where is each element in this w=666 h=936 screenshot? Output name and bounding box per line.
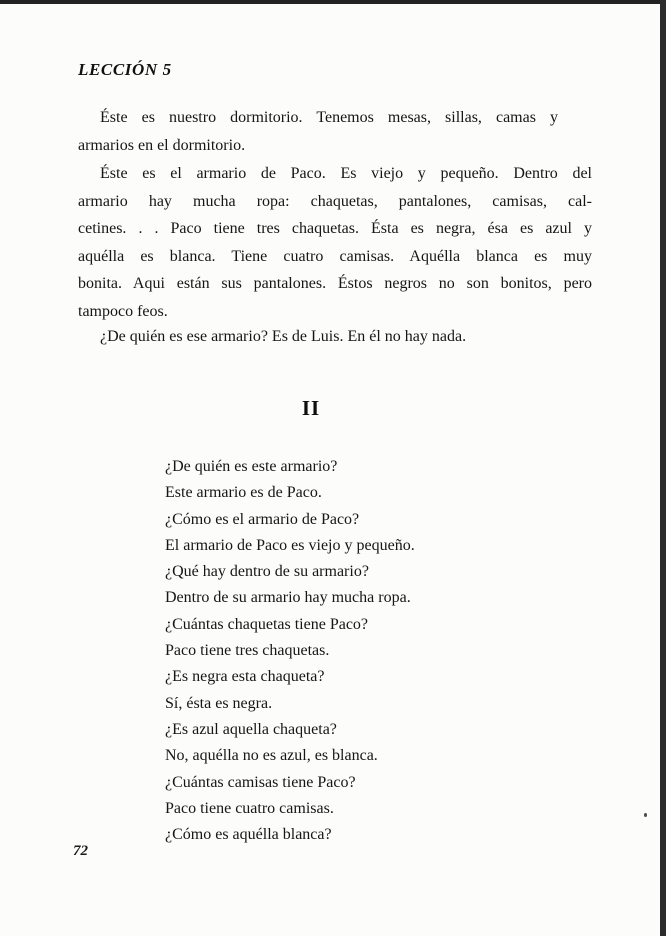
paragraph-line: bonita. Aqui están sus pantalones. Éstos negros no son bonitos, pero	[78, 275, 592, 292]
paragraph-line: armarios en el dormitorio.	[78, 136, 246, 154]
dialogue-line: No, aquélla no es azul, es blanca.	[165, 747, 378, 765]
scan-edge-right	[660, 0, 666, 936]
section-heading: II	[301, 396, 321, 420]
paragraph-line: Éste es nuestro dormitorio. Tenemos mesas, sillas, camas y	[100, 109, 558, 126]
scan-edge-top	[0, 0, 666, 4]
paragraph-line: tampoco feos.	[78, 302, 168, 320]
dialogue-line: ¿Cómo es aquélla blanca?	[165, 826, 332, 844]
dialogue-line: ¿De quién es este armario?	[165, 458, 338, 475]
lesson-title: LECCIÓN 5	[78, 60, 172, 79]
dialogue-line: ¿Qué hay dentro de su armario?	[165, 563, 369, 581]
dialogue-line: Este armario es de Paco.	[165, 484, 322, 502]
dialogue-line: ¿Es negra esta chaqueta?	[165, 668, 325, 686]
dialogue-line: Paco tiene cuatro camisas.	[165, 799, 334, 817]
ink-speck	[644, 813, 647, 817]
dialogue-line: Sí, ésta es negra.	[165, 694, 273, 712]
paragraph-line: armario hay mucha ropa: chaquetas, pantalones, camisas, cal-	[78, 192, 592, 210]
dialogue-line: Dentro de su armario hay mucha ropa.	[165, 589, 411, 607]
paragraph-question	[78, 323, 592, 351]
paragraph-line: aquélla es blanca. Tiene cuatro camisas. Aquélla blanca es muy	[78, 247, 592, 265]
dialogue-block	[165, 454, 595, 848]
dialogue-line: ¿Cuántas chaquetas tiene Paco?	[165, 615, 369, 633]
page-number: 72	[73, 843, 88, 859]
paragraph-line: ¿De quién es ese armario? Es de Luis. En él no hay nada.	[100, 328, 467, 345]
dialogue-line: ¿Es azul aquella chaqueta?	[165, 720, 337, 738]
paragraph-intro	[78, 104, 558, 159]
paragraph-armario	[78, 160, 592, 325]
dialogue-line: ¿Cómo es el armario de Paco?	[165, 510, 360, 528]
dialogue-line: Paco tiene tres chaquetas.	[165, 642, 330, 660]
paragraph-line: cetines. . . Paco tiene tres chaquetas. Ésta es negra, ésa es azul y	[78, 220, 592, 237]
paragraph-line: Éste es el armario de Paco. Es viejo y pequeño. Dentro del	[100, 165, 592, 182]
dialogue-line: ¿Cuántas camisas tiene Paco?	[165, 773, 356, 791]
dialogue-line: El armario de Paco es viejo y pequeño.	[165, 536, 415, 554]
